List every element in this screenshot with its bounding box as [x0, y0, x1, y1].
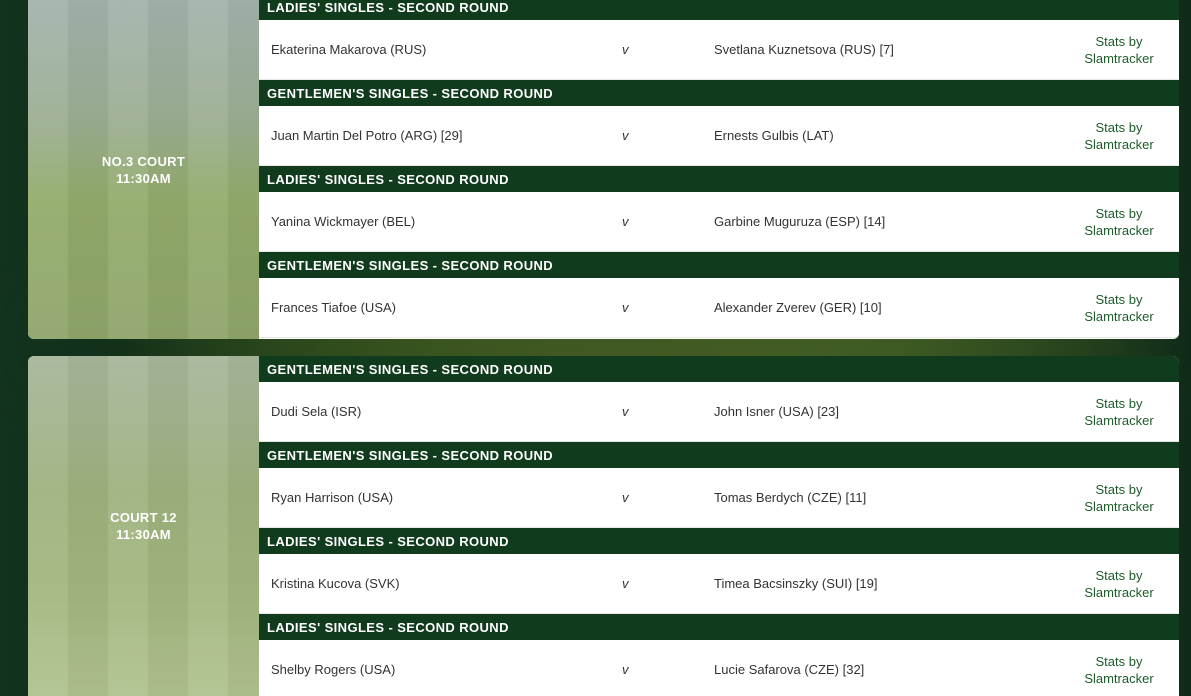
stats-line-1: Stats by: [1095, 291, 1143, 307]
slamtracker-link[interactable]: [1059, 278, 1179, 337]
stats-line-1: Stats by: [1095, 395, 1143, 411]
player-1: Kristina Kucova (SVK): [271, 576, 400, 591]
stats-line-1: Stats by: [1095, 567, 1143, 583]
stats-line-1: Stats by: [1095, 119, 1143, 135]
versus-label: v: [622, 662, 629, 677]
match-row: [259, 554, 1179, 614]
round-header: LADIES' SINGLES - SECOND ROUND: [259, 528, 1179, 554]
round-header: LADIES' SINGLES - SECOND ROUND: [259, 0, 1179, 20]
match-row: [259, 640, 1179, 696]
versus-label: v: [622, 42, 629, 57]
stats-line-2: Slamtracker: [1084, 222, 1154, 238]
stats-line-1: Stats by: [1095, 33, 1143, 49]
match-list: [259, 0, 1179, 338]
player-1: Dudi Sela (ISR): [271, 404, 362, 419]
stats-line-2: Slamtracker: [1084, 136, 1154, 152]
stats-line-2: Slamtracker: [1084, 308, 1154, 324]
player-2: Tomas Berdych (CZE) [11]: [714, 490, 867, 505]
match-row: [259, 468, 1179, 528]
round-header: GENTLEMEN'S SINGLES - SECOND ROUND: [259, 356, 1179, 382]
player-1: Ekaterina Makarova (RUS): [271, 42, 427, 57]
versus-label: v: [622, 576, 629, 591]
stats-line-2: Slamtracker: [1084, 50, 1154, 66]
versus-label: v: [622, 214, 629, 229]
stats-line-2: Slamtracker: [1084, 584, 1154, 600]
player-2: Timea Bacsinszky (SUI) [19]: [714, 576, 878, 591]
stats-line-1: Stats by: [1095, 205, 1143, 221]
court-card: [28, 0, 1179, 339]
stats-line-1: Stats by: [1095, 653, 1143, 669]
versus-label: v: [622, 300, 629, 315]
player-2: Lucie Safarova (CZE) [32]: [714, 662, 865, 677]
court-time: 11:30AM: [116, 527, 171, 542]
slamtracker-link[interactable]: [1059, 382, 1179, 441]
slamtracker-link[interactable]: [1059, 106, 1179, 165]
player-1: Yanina Wickmayer (BEL): [271, 214, 416, 229]
player-2: Ernests Gulbis (LAT): [714, 128, 834, 143]
versus-label: v: [622, 128, 629, 143]
slamtracker-link[interactable]: [1059, 554, 1179, 613]
versus-label: v: [622, 404, 629, 419]
versus-label: v: [622, 490, 629, 505]
court-label: [28, 356, 259, 696]
match-row: [259, 106, 1179, 166]
match-list: [259, 356, 1179, 696]
player-2: Alexander Zverev (GER) [10]: [714, 300, 882, 315]
round-header: GENTLEMEN'S SINGLES - SECOND ROUND: [259, 80, 1179, 106]
court-card: [28, 356, 1179, 696]
player-2: Garbine Muguruza (ESP) [14]: [714, 214, 886, 229]
court-name: NO.3 COURT: [101, 153, 186, 169]
match-row: [259, 278, 1179, 338]
player-1: Shelby Rogers (USA): [271, 662, 396, 677]
court-name: COURT 12: [110, 510, 177, 525]
court-label: [28, 0, 259, 339]
player-1: Juan Martin Del Potro (ARG) [29]: [271, 128, 463, 143]
match-row: [259, 192, 1179, 252]
round-header: LADIES' SINGLES - SECOND ROUND: [259, 614, 1179, 640]
stats-line-1: Stats by: [1095, 481, 1143, 497]
round-header: GENTLEMEN'S SINGLES - SECOND ROUND: [259, 252, 1179, 278]
round-header: LADIES' SINGLES - SECOND ROUND: [259, 166, 1179, 192]
player-2: John Isner (USA) [23]: [714, 404, 839, 419]
slamtracker-link[interactable]: [1059, 20, 1179, 79]
match-row: [259, 382, 1179, 442]
slamtracker-link[interactable]: [1059, 192, 1179, 251]
player-1: Ryan Harrison (USA): [271, 490, 394, 505]
slamtracker-link[interactable]: [1059, 640, 1179, 696]
slamtracker-link[interactable]: [1059, 468, 1179, 527]
player-2: Svetlana Kuznetsova (RUS) [7]: [714, 42, 894, 57]
match-row: [259, 20, 1179, 80]
stats-line-2: Slamtracker: [1084, 412, 1154, 428]
stats-line-2: Slamtracker: [1084, 498, 1154, 514]
player-1: Frances Tiafoe (USA): [271, 300, 396, 315]
court-time: 11:30AM: [116, 170, 171, 186]
stats-line-2: Slamtracker: [1084, 670, 1154, 686]
round-header: GENTLEMEN'S SINGLES - SECOND ROUND: [259, 442, 1179, 468]
